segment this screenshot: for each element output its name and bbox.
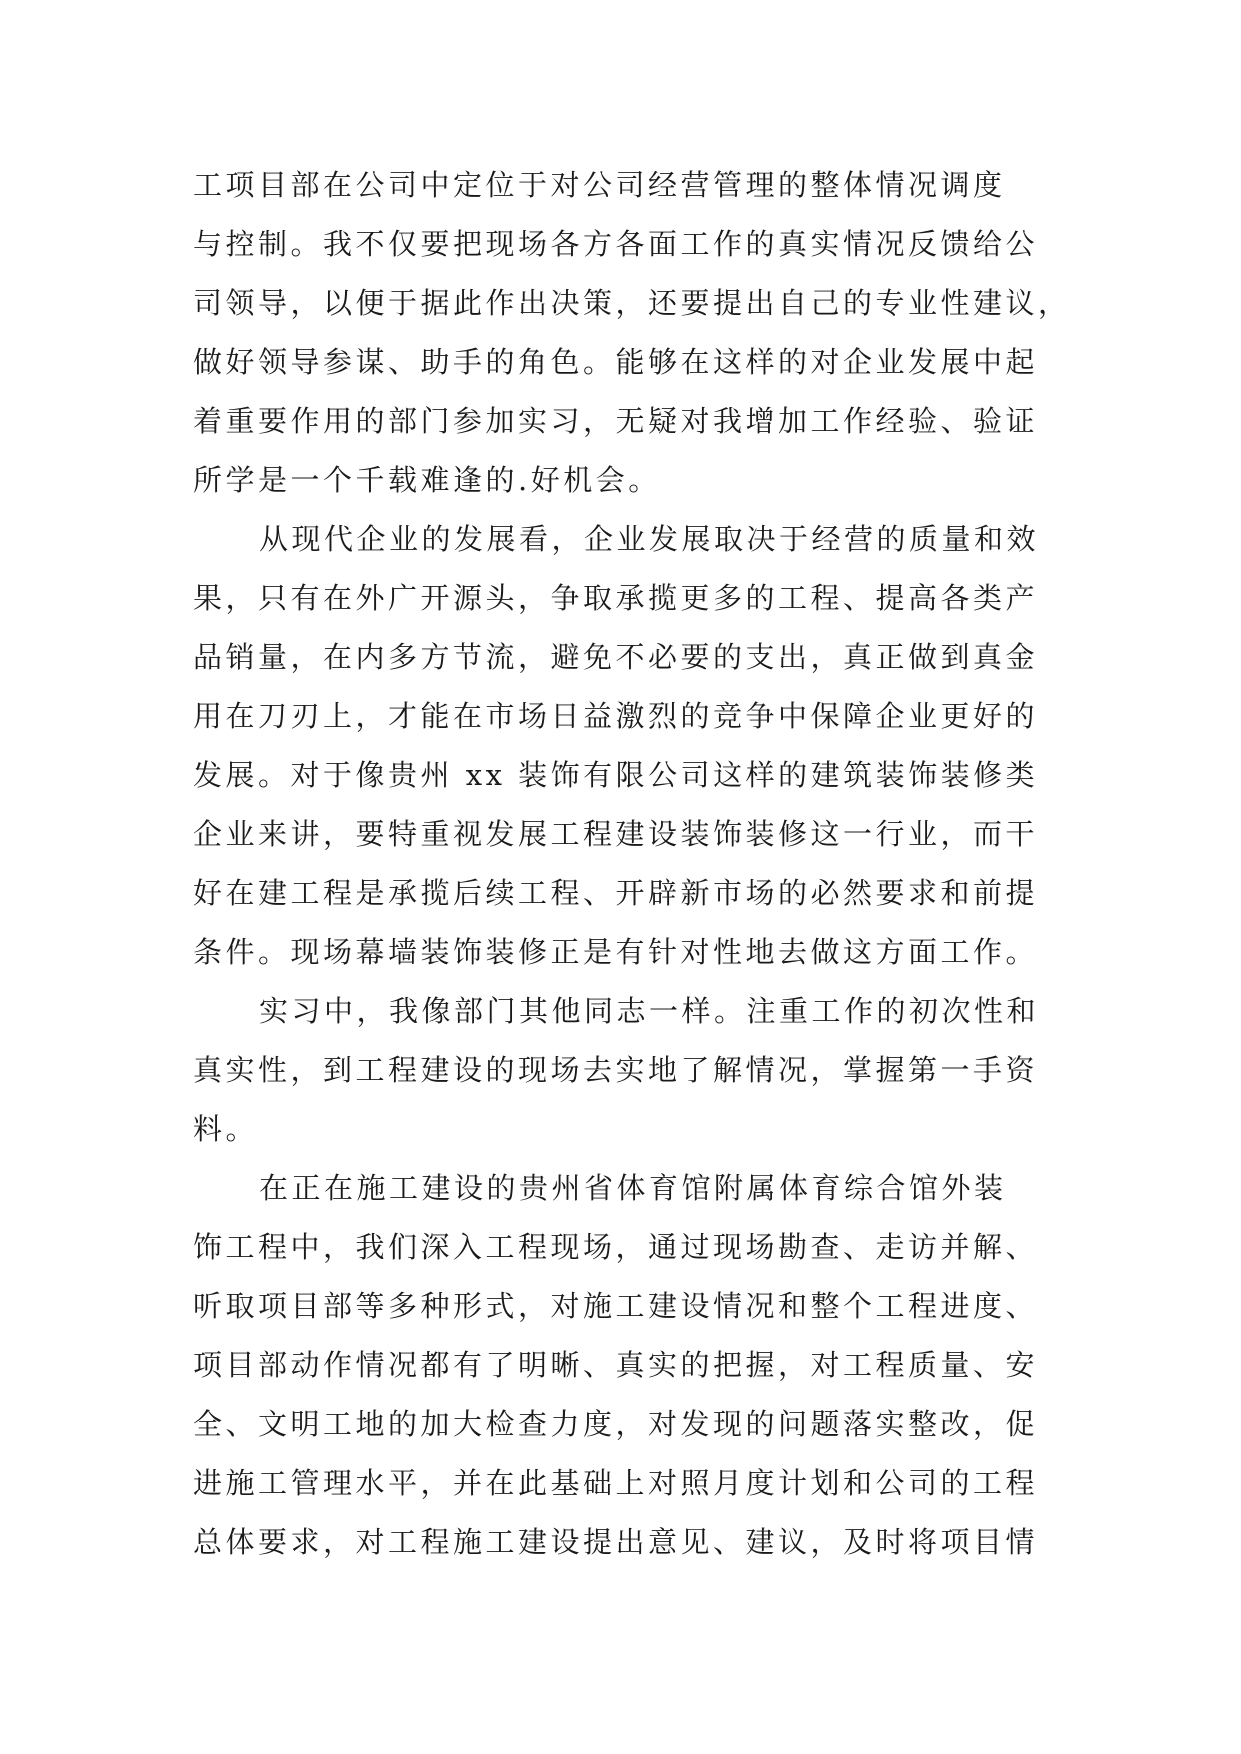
text-line: 果，只有在外广开源头，争取承揽更多的工程、提高各类产 (193, 581, 1039, 615)
text-line: 发展。对于像贵州 xx 装饰有限公司这样的建筑装饰装修类 (193, 758, 1039, 792)
document-body (193, 156, 1071, 1572)
text-line: 用在刀刃上，才能在市场日益激烈的竞争中保障企业更好的 (193, 699, 1039, 733)
paragraph-1 (193, 156, 1071, 510)
text-line: 与控制。我不仅要把现场各方各面工作的真实情况反馈给公 (193, 227, 1039, 261)
paragraph-3 (193, 982, 1063, 1159)
text-line: 品销量，在内多方节流，避免不必要的支出，真正做到真金 (193, 640, 1039, 674)
text-line: 司领导，以便于据此作出决策，还要提出自己的专业性建议， (193, 286, 1071, 320)
paragraph-2 (193, 510, 1063, 982)
text-line: 总体要求，对工程施工建设提出意见、建议，及时将项目情 (193, 1525, 1039, 1559)
text-line: 真实性，到工程建设的现场去实地了解情况，掌握第一手资 (193, 1053, 1039, 1087)
text-line: 所学是一个千载难逢的.好机会。 (193, 463, 661, 497)
paragraph-4 (193, 1159, 1063, 1572)
text-line: 项目部动作情况都有了明晰、真实的把握，对工程质量、安 (193, 1348, 1039, 1382)
text-line: 饰工程中，我们深入工程现场，通过现场勘查、走访并解、 (193, 1230, 1039, 1264)
text-line: 全、文明工地的加大检查力度，对发现的问题落实整改，促 (193, 1407, 1039, 1441)
text-line: 做好领导参谋、助手的角色。能够在这样的对企业发展中起 (193, 345, 1039, 379)
text-line: 着重要作用的部门参加实习，无疑对我增加工作经验、验证 (193, 404, 1039, 438)
text-line: 条件。现场幕墙装饰装修正是有针对性地去做这方面工作。 (193, 935, 1039, 969)
text-line: 听取项目部等多种形式，对施工建设情况和整个工程进度、 (193, 1289, 1039, 1323)
text-line: 在正在施工建设的贵州省体育馆附属体育综合馆外装 (259, 1171, 1007, 1205)
text-line: 料。 (193, 1112, 259, 1146)
text-line: 企业来讲，要特重视发展工程建设装饰装修这一行业，而干 (193, 817, 1039, 851)
text-line: 进施工管理水平，并在此基础上对照月度计划和公司的工程 (193, 1466, 1039, 1500)
text-line: 从现代企业的发展看，企业发展取决于经营的质量和效 (259, 522, 1040, 556)
text-line: 工项目部在公司中定位于对公司经营管理的整体情况调度 (193, 168, 1006, 202)
text-line: 好在建工程是承揽后续工程、开辟新市场的必然要求和前提 (193, 876, 1039, 910)
text-line: 实习中，我像部门其他同志一样。注重工作的初次性和 (259, 994, 1040, 1028)
